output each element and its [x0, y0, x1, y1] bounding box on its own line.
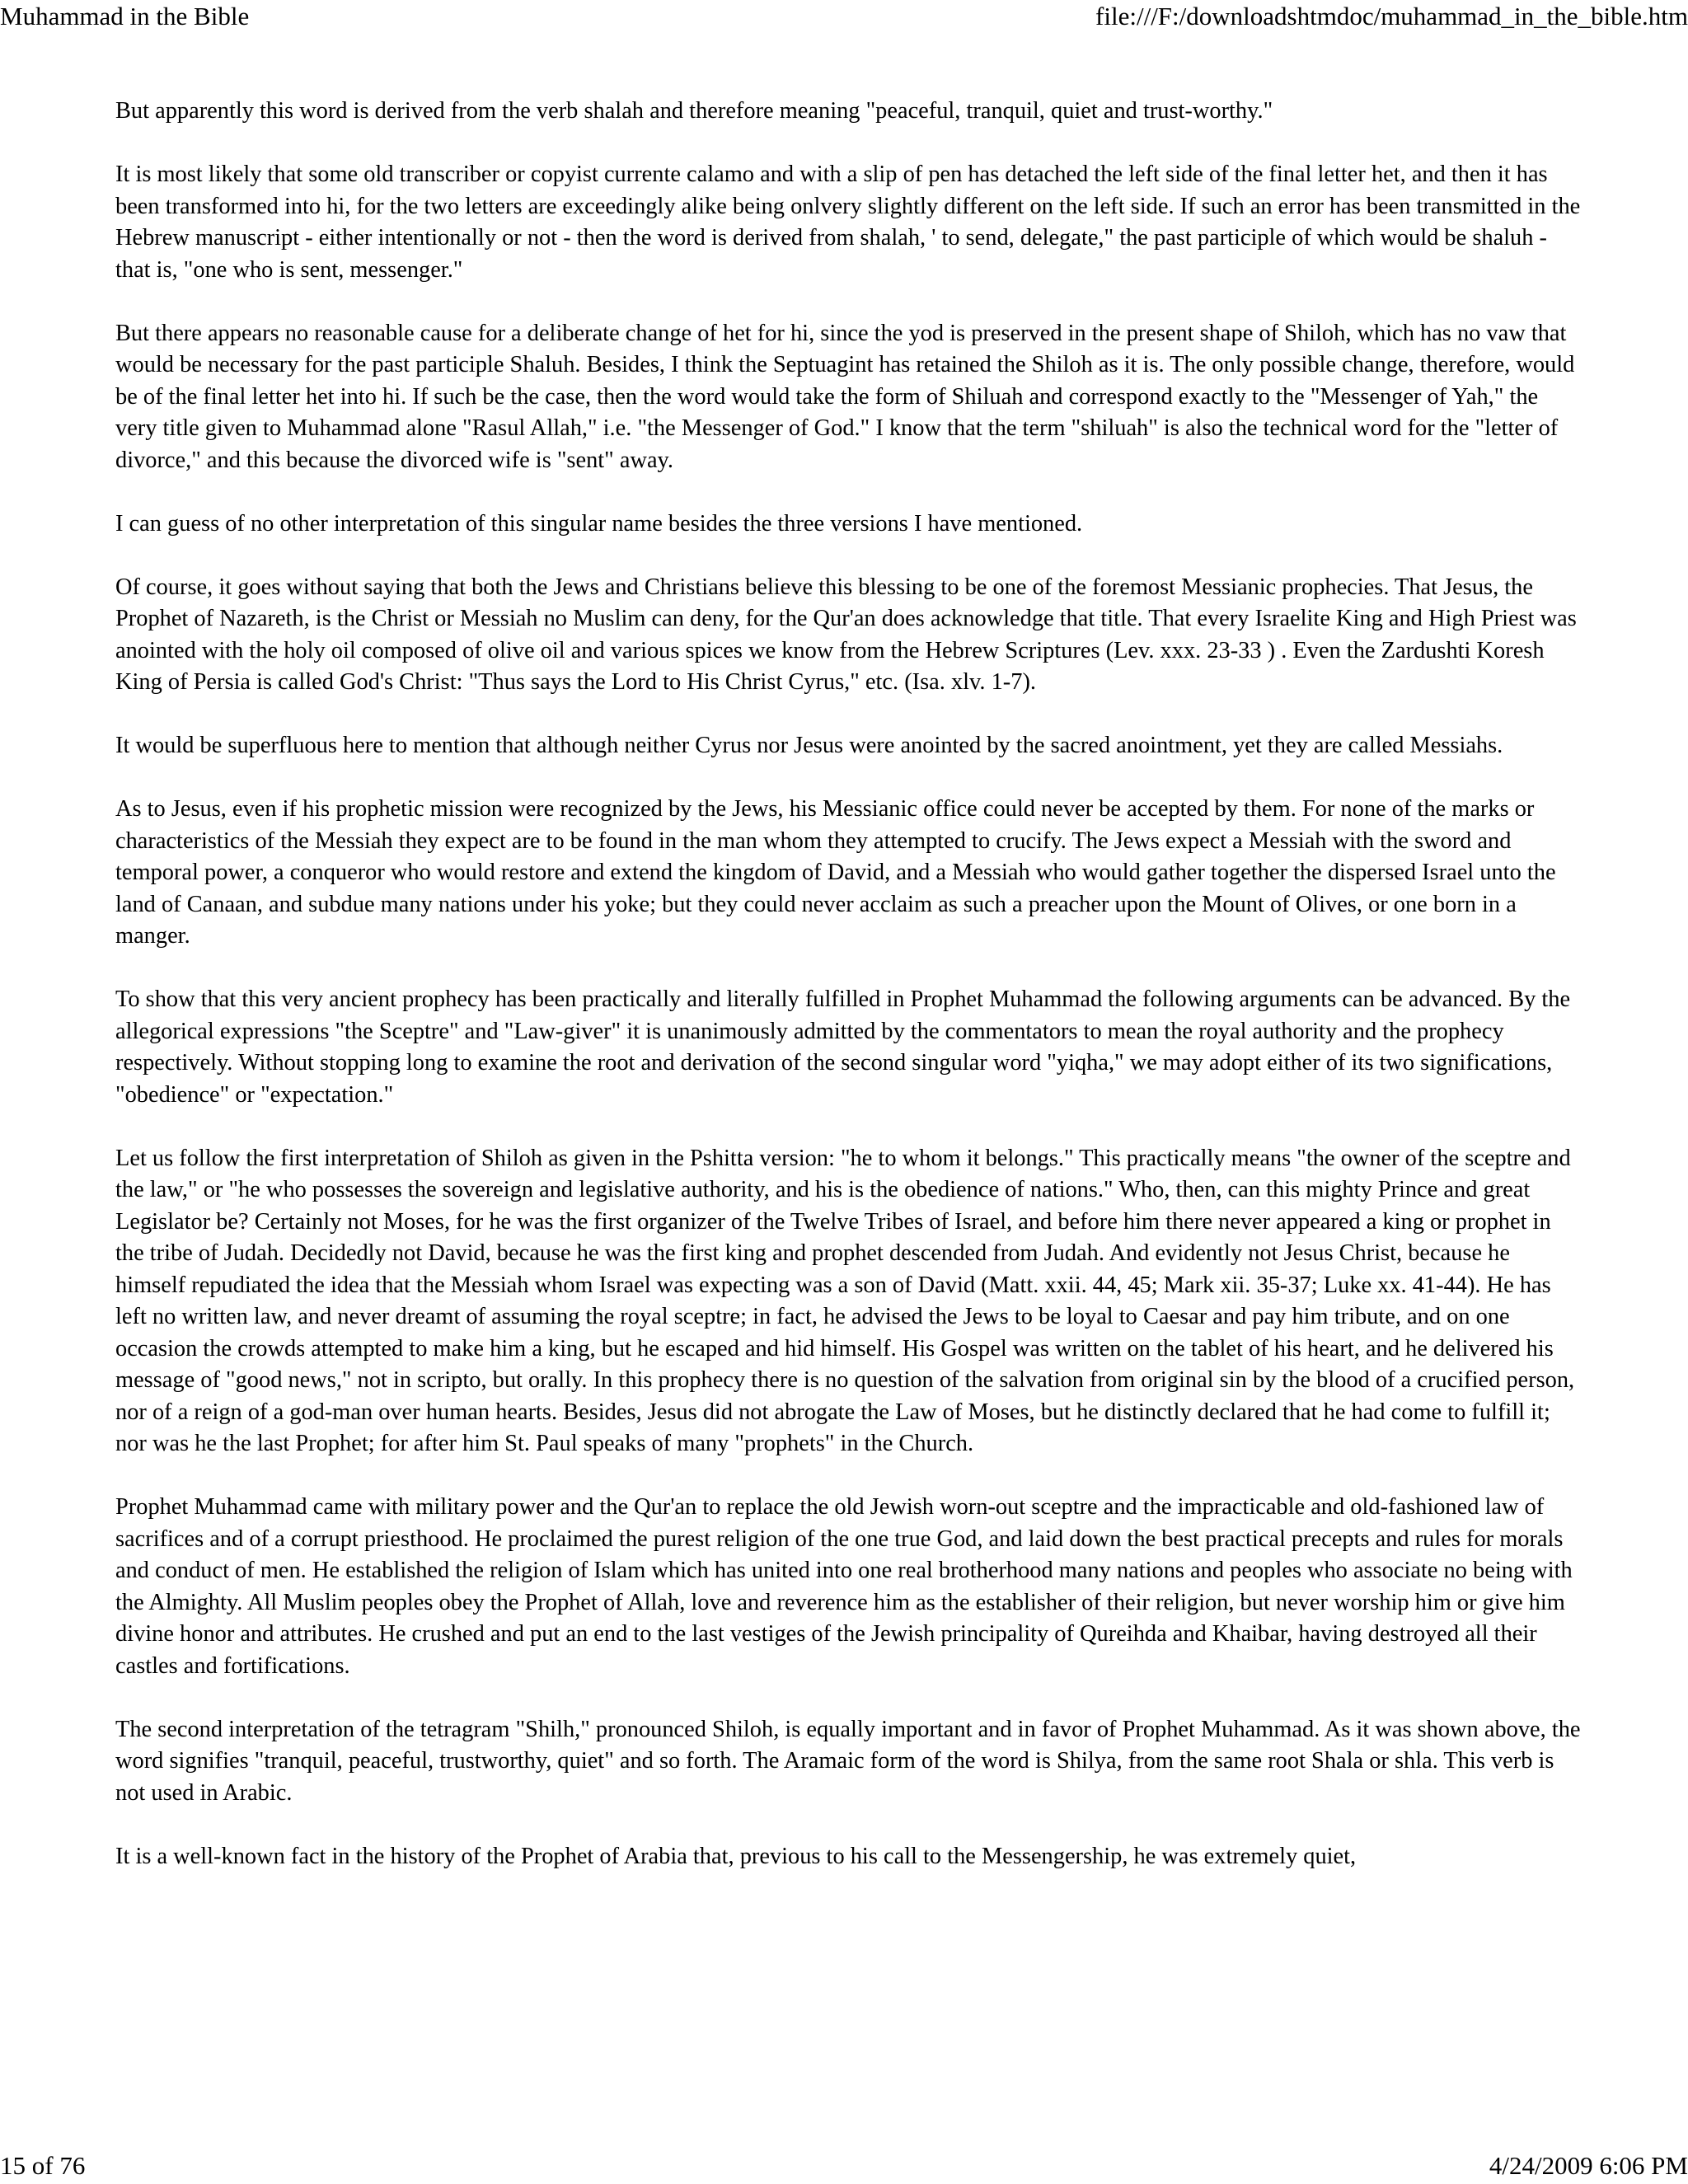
- paragraph: It would be superfluous here to mention that although neither Cyrus nor Jesus were anointed by the sacred anointment, yet they are called Messiahs.: [115, 733, 1503, 758]
- paragraph: But apparently this word is derived from the verb shalah and therefore meaning "peaceful, tranquil, quiet and trust-worthy.": [115, 98, 1273, 124]
- print-datetime: 4/24/2009 6:06 PM: [1489, 2151, 1688, 2180]
- paragraph: It is most likely that some old transcriber or copyist currente calamo and with a slip of pen has detached the left side of the final letter het, and then it has been transformed into hi, for the two letters are exceedingly alike being onlvery slightly different on the left side. If such an error has been transmitted in the Hebrew manuscript - either intentionally or not - then the word is derived from shalah, ' to send, delegate," the past participle of which would be shaluh - that is, "one who is sent, messenger.": [115, 162, 1581, 283]
- document-body: [115, 96, 1582, 1905]
- page-number: 15 of 76: [0, 2151, 86, 2180]
- paragraph: But there appears no reasonable cause for a deliberate change of het for hi, since the yod is preserved in the present shape of Shiloh, which has no vaw that would be necessary for the past participle Shaluh. Besides, I think the Septuagint has retained the Shiloh as it is. The only possible change, therefore, would be of the final letter het into hi. If such be the case, then the word would take the form of Shiluah and correspond exactly to the "Messenger of Yah," the very title given to Muhammad alone "Rasul Allah," i.e. "the Messenger of God." I know that the term "shiluah" is also the technical word for the "letter of divorce," and this because the divorced wife is "sent" away.: [115, 320, 1575, 473]
- paragraph: I can guess of no other interpretation of this singular name besides the three versions I have mentioned.: [115, 510, 1083, 537]
- paragraph: The second interpretation of the tetragram "Shilh," pronounced Shiloh, is equally important and in favor of Prophet Muhammad. As it was shown above, the word signifies "tranquil, peaceful, trustworthy, quiet" and so forth. The Aramaic form of the word is Shilya, from the same root Shala or shla. This verb is not used in Arabic.: [115, 1716, 1581, 1806]
- paragraph: To show that this very ancient prophecy has been practically and literally fulfilled in Prophet Muhammad the following arguments can be advanced. By the allegorical expressions "the Sceptre" and "Law-giver" it is unanimously admitted by the commentators to mean the royal authority and the prophecy respectively. Without stopping long to examine the root and derivation of the second singular word "yiqha," we may adopt either of its two significations, "obedience" or "expectation.": [115, 987, 1571, 1108]
- document-url: file:///F:/downloadshtmdoc/muhammad_in_the_bible.htm: [1095, 2, 1688, 30]
- paragraph: Let us follow the first interpretation of Shiloh as given in the Pshitta version: "he to whom it belongs." This practically means "the owner of the sceptre and the law," or "he who possesses the sovereign and legislative authority, and his is the obedience of nations." Who, then, can this mighty Prince and great Legislator be? Certainly not Moses, for he was the first organizer of the Twelve Tribes of Israel, and before him there never appeared a king or prophet in the tribe of Judah. Decidedly not David, because he was the first king and prophet descended from Judah. And evidently not Jesus Christ, because he himself repudiated the idea that the Messiah whom Israel was expecting was a son of David (Matt. xxii. 44, 45; Mark xii. 35-37; Luke xx. 41-44). He has left no written law, and never dreamt of assuming the royal sceptre; in fact, he advised the Jews to be loyal to Caesar and pay him tribute, and on one occasion the crowds attempted to make him a king, but he escaped and hid himself. His Gospel was written on the tablet of his heart, and he delivered his message of "good news," not in scripto, but orally. In this prophecy there is no question of the salvation from original sin by the blood of a crucified person, nor of a reign of a god-man over human hearts. Besides, Jesus did not abrogate the Law of Moses, but he distinctly declared that he had come to fulfill it; nor was he the last Prophet; for after him St. Paul speaks of many "prophets" in the Church.: [115, 1145, 1575, 1456]
- paragraph: It is a well-known fact in the history of the Prophet of Arabia that, previous to his call to the Messengership, he was extremely quiet,: [115, 1843, 1357, 1869]
- paragraph: Prophet Muhammad came with military power and the Qur'an to replace the old Jewish worn-out sceptre and the impracticable and old-fashioned law of sacrifices and of a corrupt priesthood. He proclaimed the purest religion of the one true God, and laid down the best practical precepts and rules for morals and conduct of men. He established the religion of Islam which has united into one real brotherhood many nations and peoples who associate no being with the Almighty. All Muslim peoples obey the Prophet of Allah, love and reverence him as the establisher of their religion, but never worship him or give him divine honor and attributes. He crushed and put an end to the last vestiges of the Jewish principality of Qureihda and Khaibar, having destroyed all their castles and fortifications.: [115, 1494, 1573, 1679]
- paragraph: As to Jesus, even if his prophetic mission were recognized by the Jews, his Messianic office could never be accepted by them. For none of the marks or characteristics of the Messiah they expect are to be found in the man whom they attempted to crucify. The Jews expect a Messiah with the sword and temporal power, a conqueror who would restore and extend the kingdom of David, and a Messiah who would gather together the dispersed Israel unto the land of Canaan, and subdue many nations under his yoke; but they could never acclaim as such a preacher upon the Mount of Olives, or one born in a manger.: [115, 796, 1556, 949]
- document-title: Muhammad in the Bible: [0, 2, 250, 30]
- paragraph: Of course, it goes without saying that both the Jews and Christians believe this blessing to be one of the foremost Messianic prophecies. That Jesus, the Prophet of Nazareth, is the Christ or Messiah no Muslim can deny, for the Qur'an does acknowledge that title. That every Israelite King and High Priest was anointed with the holy oil composed of olive oil and various spices we know from the Hebrew Scriptures (Lev. xxx. 23-33 ) . Even the Zardushti Koresh King of Persia is called God's Christ: "Thus says the Lord to His Christ Cyrus," etc. (Isa. xlv. 1-7).: [115, 574, 1577, 695]
